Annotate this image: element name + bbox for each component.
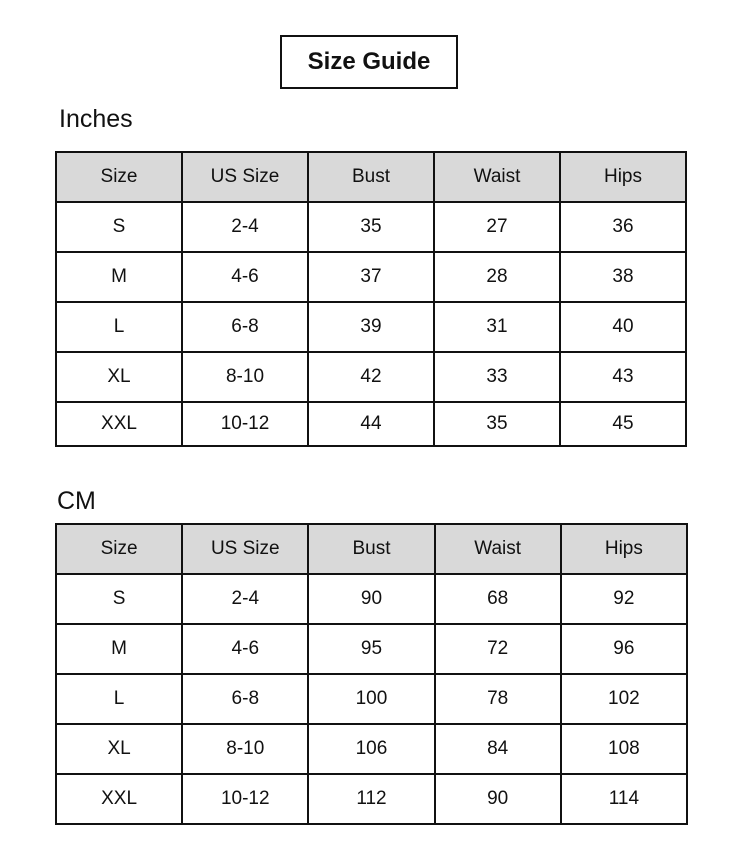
cell-waist: 33 xyxy=(434,352,560,402)
cell-bust: 112 xyxy=(308,774,434,824)
table-row xyxy=(56,724,687,774)
cell-hips: 45 xyxy=(560,402,686,446)
cell-waist: 78 xyxy=(435,674,561,724)
cell-waist: 27 xyxy=(434,202,560,252)
cell-size: XL xyxy=(56,352,182,402)
table-row xyxy=(56,302,686,352)
cell-us-size: 4-6 xyxy=(182,624,308,674)
cell-hips: 108 xyxy=(561,724,687,774)
cell-us-size: 6-8 xyxy=(182,302,308,352)
cell-waist: 35 xyxy=(434,402,560,446)
header-size: Size xyxy=(56,524,182,574)
cell-hips: 40 xyxy=(560,302,686,352)
header-waist: Waist xyxy=(434,152,560,202)
cell-bust: 106 xyxy=(308,724,434,774)
cell-size: S xyxy=(56,202,182,252)
cell-bust: 39 xyxy=(308,302,434,352)
cell-size: L xyxy=(56,302,182,352)
header-us-size: US Size xyxy=(182,524,308,574)
cell-size: XXL xyxy=(56,774,182,824)
table-header-row xyxy=(56,152,686,202)
cell-us-size: 2-4 xyxy=(182,202,308,252)
cell-size: L xyxy=(56,674,182,724)
cell-us-size: 2-4 xyxy=(182,574,308,624)
header-hips: Hips xyxy=(560,152,686,202)
cell-us-size: 4-6 xyxy=(182,252,308,302)
cell-hips: 102 xyxy=(561,674,687,724)
cell-size: M xyxy=(56,624,182,674)
cell-hips: 36 xyxy=(560,202,686,252)
cell-size: XXL xyxy=(56,402,182,446)
cell-size: M xyxy=(56,252,182,302)
cell-us-size: 10-12 xyxy=(182,402,308,446)
header-bust: Bust xyxy=(308,524,434,574)
cell-waist: 68 xyxy=(435,574,561,624)
cm-section-label: CM xyxy=(57,487,96,515)
cell-hips: 114 xyxy=(561,774,687,824)
table-row xyxy=(56,402,686,446)
header-us-size: US Size xyxy=(182,152,308,202)
cell-us-size: 8-10 xyxy=(182,352,308,402)
cell-waist: 31 xyxy=(434,302,560,352)
header-bust: Bust xyxy=(308,152,434,202)
table-row xyxy=(56,252,686,302)
cell-bust: 35 xyxy=(308,202,434,252)
table-row xyxy=(56,352,686,402)
cell-bust: 90 xyxy=(308,574,434,624)
cell-us-size: 10-12 xyxy=(182,774,308,824)
cell-bust: 44 xyxy=(308,402,434,446)
cell-hips: 43 xyxy=(560,352,686,402)
table-row xyxy=(56,624,687,674)
cell-waist: 72 xyxy=(435,624,561,674)
cell-bust: 37 xyxy=(308,252,434,302)
cell-size: XL xyxy=(56,724,182,774)
table-row xyxy=(56,202,686,252)
cell-us-size: 8-10 xyxy=(182,724,308,774)
table-header-row xyxy=(56,524,687,574)
cm-size-table xyxy=(55,523,688,825)
header-hips: Hips xyxy=(561,524,687,574)
cell-us-size: 6-8 xyxy=(182,674,308,724)
table-row xyxy=(56,574,687,624)
table-row xyxy=(56,674,687,724)
cell-hips: 92 xyxy=(561,574,687,624)
inches-section-label: Inches xyxy=(59,105,133,133)
cell-hips: 96 xyxy=(561,624,687,674)
inches-size-table xyxy=(55,151,687,447)
cell-bust: 95 xyxy=(308,624,434,674)
cell-bust: 100 xyxy=(308,674,434,724)
table-row xyxy=(56,774,687,824)
cell-waist: 90 xyxy=(435,774,561,824)
header-size: Size xyxy=(56,152,182,202)
page-title: Size Guide xyxy=(280,35,458,89)
header-waist: Waist xyxy=(435,524,561,574)
cell-waist: 28 xyxy=(434,252,560,302)
cell-size: S xyxy=(56,574,182,624)
cell-hips: 38 xyxy=(560,252,686,302)
cell-waist: 84 xyxy=(435,724,561,774)
cell-bust: 42 xyxy=(308,352,434,402)
